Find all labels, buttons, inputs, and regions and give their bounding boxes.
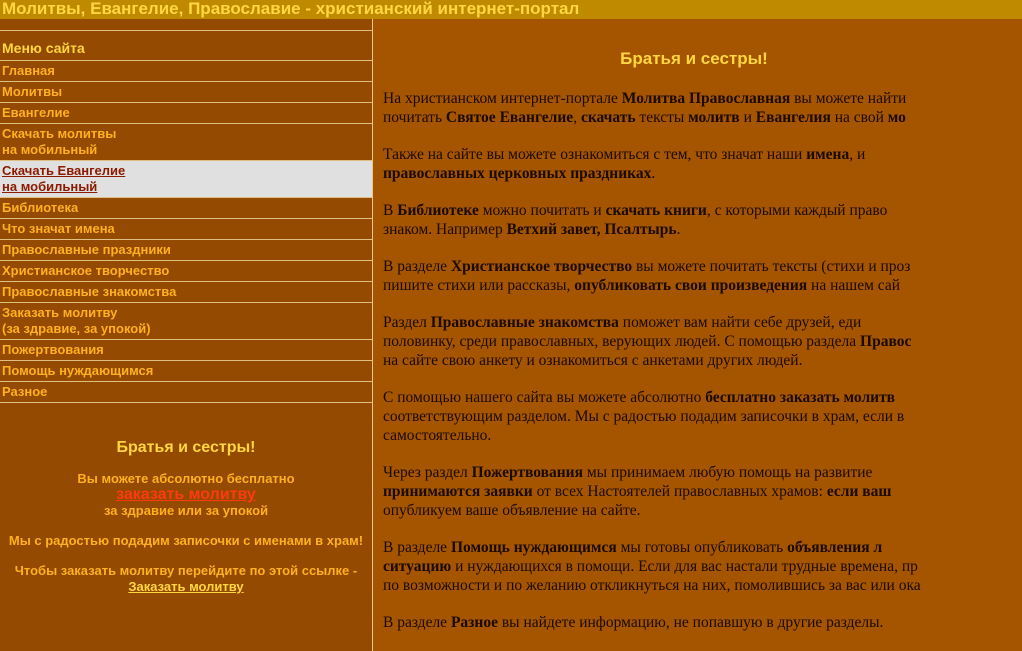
bold-text: ситуацию xyxy=(383,558,452,575)
text: мы принимаем любую помощь на развитие xyxy=(583,464,873,481)
sidebar-item-label: Православные праздники xyxy=(2,242,171,257)
sidebar-item[interactable] xyxy=(0,198,372,219)
text: поможет вам найти себе друзей, еди xyxy=(618,314,862,331)
text: от всех Настоятелей православных храмов: xyxy=(532,483,827,500)
text: . xyxy=(676,221,681,238)
text: пишите стихи или рассказы, xyxy=(383,277,575,294)
bold-text: объявления л xyxy=(787,539,883,556)
promo-heading: Братья и сестры! xyxy=(116,439,256,456)
text: , и xyxy=(849,146,866,163)
text: Через раздел xyxy=(383,464,472,481)
sidebar-item-label: Разное xyxy=(2,384,48,399)
text: С помощью нашего сайта вы можете абсолютно xyxy=(383,389,706,406)
promo-line2: за здравие или за упокой xyxy=(103,503,269,518)
promo-line1: Вы можете абсолютно бесплатно xyxy=(77,471,295,486)
sidebar-item-label: Молитвы xyxy=(2,84,63,99)
order-prayer-link[interactable]: заказать молитву xyxy=(116,486,256,503)
bold-text: опубликовать свои произведения xyxy=(574,277,808,294)
sidebar-item[interactable] xyxy=(0,240,372,261)
text: В разделе xyxy=(383,539,451,556)
sidebar-item-label: Христианское творчество xyxy=(2,263,170,278)
promo-text-link xyxy=(0,563,372,595)
promo-text-order xyxy=(0,471,372,519)
bold-text: скачать xyxy=(580,109,636,126)
text: половинку, среди православных, верующих людей. С помощью раздела xyxy=(383,333,861,350)
sidebar-item-label: Скачать молитвы на мобильный xyxy=(2,126,117,157)
bold-text: Библиотеке xyxy=(397,202,479,219)
text: опубликуем ваше объявление на сайте. xyxy=(383,502,641,519)
text: В разделе xyxy=(383,258,451,275)
main-content xyxy=(383,19,1022,650)
sidebar-menu xyxy=(0,61,372,403)
bold-text: Православные знакомства xyxy=(430,314,619,331)
sidebar-item[interactable] xyxy=(0,219,372,240)
text: На христианском интернет-портале xyxy=(383,90,622,107)
text: мы готовы опубликовать xyxy=(616,539,788,556)
sidebar-item-label: Что значат имена xyxy=(2,221,115,236)
promo-box xyxy=(0,439,372,609)
text: на сайте свою анкету и ознакомиться с анкетами других людей. xyxy=(383,352,803,369)
content-paragraph xyxy=(383,388,1022,445)
sidebar-item[interactable] xyxy=(0,361,372,382)
bold-text: Святое Евангелие xyxy=(445,109,574,126)
sidebar-item-label: Евангелие xyxy=(2,105,70,120)
text: соответствующим разделом. Мы с радостью подадим записочки в храм, если в xyxy=(383,408,905,425)
sidebar-item[interactable] xyxy=(0,82,372,103)
bold-text: Правос xyxy=(860,333,912,350)
content-paragraph xyxy=(383,145,1022,183)
text: знаком. Например xyxy=(383,221,507,238)
bold-text: молитв xyxy=(688,109,740,126)
bold-text: Разное xyxy=(450,614,498,631)
bold-text: скачать книги xyxy=(605,202,707,219)
sidebar-item[interactable] xyxy=(0,303,372,340)
bold-text: православных церковных праздниках xyxy=(383,165,652,182)
sidebar-item[interactable] xyxy=(0,261,372,282)
text: , с которыми каждый право xyxy=(706,202,888,219)
sidebar-item[interactable] xyxy=(0,103,372,124)
text: можно почитать и xyxy=(478,202,606,219)
bold-text: Пожертвования xyxy=(471,464,583,481)
content-paragraph xyxy=(383,313,1022,370)
text: тексты xyxy=(635,109,689,126)
bold-text: мо xyxy=(887,109,906,126)
text: и xyxy=(739,109,756,126)
content-paragraph xyxy=(383,201,1022,239)
top-bar xyxy=(0,0,1022,19)
text: на нашем сай xyxy=(807,277,901,294)
sidebar xyxy=(0,19,373,651)
bold-text: принимаются заявки xyxy=(383,483,533,500)
text: и нуждающихся в помощи. Если для вас настали трудные времена, пр xyxy=(451,558,918,575)
text: вы найдете информацию, не попавшую в другие разделы. xyxy=(497,614,884,631)
bold-text: бесплатно заказать молитв xyxy=(705,389,896,406)
site-title: Молитвы, Евангелие, Православие - христианский интернет-портал xyxy=(2,0,580,18)
bold-text: Помощь нуждающимся xyxy=(450,539,617,556)
sidebar-item-label: Помощь нуждающимся xyxy=(2,363,154,378)
text: на свой xyxy=(830,109,888,126)
text: вы можете найти xyxy=(790,90,907,107)
sidebar-item-label: Пожертвования xyxy=(2,342,104,357)
sidebar-divider xyxy=(0,19,372,31)
content-paragraph xyxy=(383,89,1022,127)
menu-title: Меню сайта xyxy=(0,31,372,61)
sidebar-item[interactable] xyxy=(0,161,372,198)
text: Раздел xyxy=(383,314,431,331)
text: Также на сайте вы можете ознакомиться с тем, что значат наши xyxy=(383,146,807,163)
text: по возможности и по желанию откликнуться на них, помолившись за вас или ока xyxy=(383,577,921,594)
sidebar-item-label: Православные знакомства xyxy=(2,284,177,299)
bold-text: Молитва Православная xyxy=(621,90,791,107)
bold-text: Евангелия xyxy=(755,109,831,126)
text: вы можете почитать тексты (стихи и проз xyxy=(632,258,911,275)
sidebar-item-label: Главная xyxy=(2,63,55,78)
text: почитать xyxy=(383,109,446,126)
content-paragraph xyxy=(383,463,1022,520)
sidebar-item-label: Заказать молитву (за здравие, за упокой) xyxy=(2,305,151,336)
content-paragraph xyxy=(383,613,1022,632)
sidebar-item[interactable] xyxy=(0,124,372,161)
text: В разделе xyxy=(383,614,451,631)
main-paragraphs xyxy=(383,89,1022,632)
sidebar-item[interactable] xyxy=(0,382,372,403)
sidebar-item[interactable] xyxy=(0,282,372,303)
content-paragraph xyxy=(383,257,1022,295)
sidebar-item[interactable] xyxy=(0,340,372,361)
bold-text: Ветхий завет, Псалтырь xyxy=(506,221,677,238)
promo-line3: Чтобы заказать молитву перейдите по этой ссылке - xyxy=(14,563,358,578)
bold-text: имена xyxy=(806,146,850,163)
bold-text: если ваш xyxy=(826,483,892,500)
text: самостоятельно. xyxy=(383,427,492,444)
order-prayer-link-2[interactable]: Заказать молитву xyxy=(128,579,244,594)
sidebar-item-label: Библиотека xyxy=(2,200,79,215)
content-paragraph xyxy=(383,538,1022,595)
sidebar-item-label: Скачать Евангелие на мобильный xyxy=(2,163,126,194)
promo-text-notes: Мы с радостью подадим записочки с именами в храм! xyxy=(8,533,364,548)
text: В xyxy=(383,202,398,219)
main-heading: Братья и сестры! xyxy=(620,49,768,68)
bold-text: Христианское творчество xyxy=(450,258,633,275)
text: , xyxy=(573,109,581,126)
text: . xyxy=(651,165,656,182)
